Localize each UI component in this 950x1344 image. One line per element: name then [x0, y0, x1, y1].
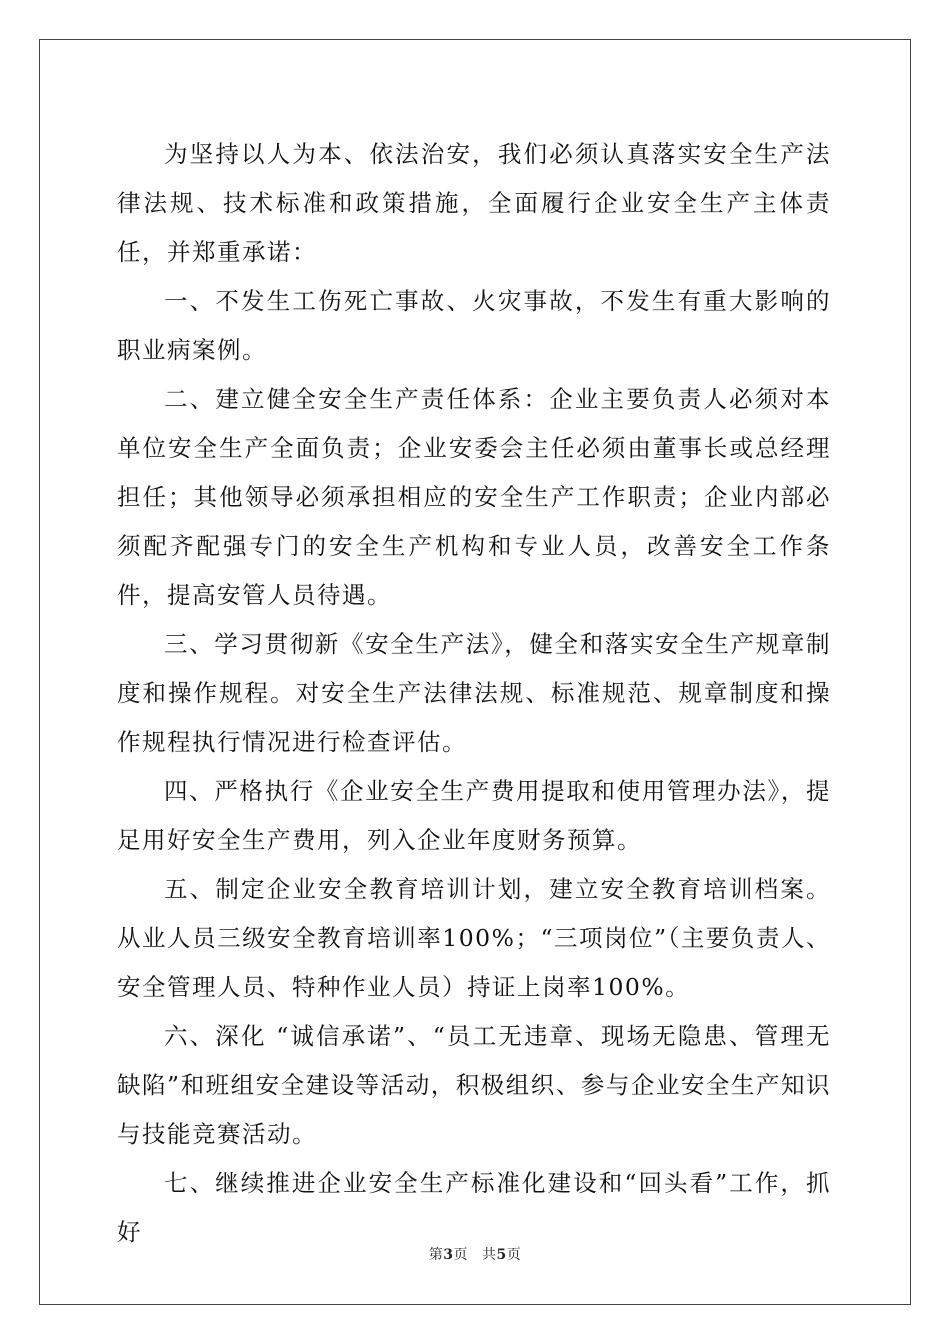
paragraph-item-7: 七、继续推进企业安全生产标准化建设和“回头看”工作，抓好	[117, 1169, 831, 1246]
paragraph-item-3: 三、学习贯彻新《安全生产法》，健全和落实安全生产规章制度和操作规程。对安全生产法律法规、标准规范、规章制度和操作规程执行情况进行检查评估。	[117, 630, 831, 756]
paragraph-intro: 为坚持以人为本、依法治安，我们必须认真落实安全生产法律法规、技术标准和政策措施，全面履行企业安全生产主体责任，并郑重承诺：	[117, 140, 831, 266]
paragraph-item-1: 一、不发生工伤死亡事故、火灾事故，不发生有重大影响的职业病案例。	[117, 287, 831, 364]
page-footer	[0, 1244, 950, 1264]
page-suffix: 页	[453, 1247, 468, 1263]
paragraph-item-6: 六、深化 “诚信承诺”、“员工无违章、现场无隐患、管理无缺陷”和班组安全建设等活动，积极组织、参与企业安全生产知识与技能竞赛活动。	[117, 1022, 831, 1148]
total-suffix: 页	[506, 1247, 522, 1263]
total-prefix: 共	[482, 1247, 497, 1263]
paragraph-item-5: 五、制定企业安全教育培训计划，建立安全教育培训档案。从业人员三级安全教育培训率100%；“三项岗位”（主要负责人、安全管理人员、特种作业人员）持证上岗率100%。	[117, 875, 831, 1001]
paragraph-item-2: 二、建立健全安全生产责任体系：企业主要负责人必须对本单位安全生产全面负责；企业安委会主任必须由董事长或总经理担任；其他领导必须承担相应的安全生产工作职责；企业内部必须配齐配强专门的安全生产机构和专业人员，改善安全工作条件，提高安管人员待遇。	[117, 385, 831, 609]
document-body	[117, 130, 831, 1257]
page-prefix: 第	[428, 1247, 444, 1263]
page-current: 3	[443, 1247, 454, 1263]
page-total: 5	[496, 1247, 507, 1263]
paragraph-item-4: 四、严格执行《企业安全生产费用提取和使用管理办法》，提足用好安全生产费用，列入企业年度财务预算。	[117, 777, 831, 854]
